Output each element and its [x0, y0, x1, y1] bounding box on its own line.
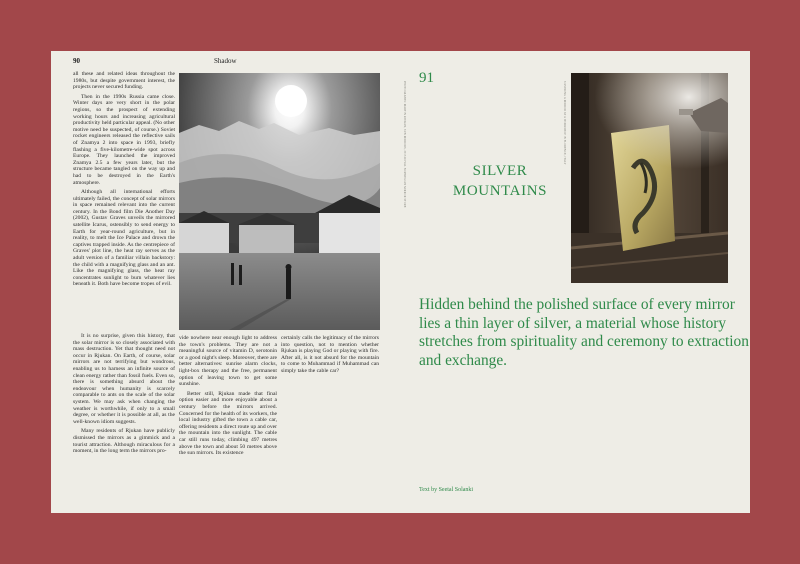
magazine-spread [51, 51, 750, 513]
body-paragraph: Then in the 1990s Russia came close. Winter days are very short in the polar regions, so the prospect of extending working hours and increasing agricultural productivity held particular appeal. (No other motive need be suspected, of course.) Soviet rocket engineers released the reflective sails of Znamya 2 into space in 1993, briefly flashing a five-kilometre-wide spot across Europe. They launched the improved Znamya 2.5 a few years later, but the structure became tangled on the way up and had to be destroyed in the Earth's atmosphere. [73, 93, 175, 186]
title-line-1: SILVER [472, 163, 528, 179]
photo-rjukan-sun-mirror [179, 73, 380, 330]
body-paragraph: Better still, Rjukan made that final option easier and more enjoyable about a century before the mirrors arrived. Concerned for the health of its workers, the local industry gifted the town a cable car, offering residents a direct route up and over the mountain into the sunlight. The cable car still runs today, climbing 497 metres above the town and about 50 metres above the sun mirrors. Its existence [179, 390, 277, 457]
body-paragraph: vide nowhere near enough light to address the town's problems. They are not a meaningful source of vitamin D, serotonin or a good night's sleep. Moreover, there are better alternatives: sunrise alarm clocks, light-box therapy and the free, permanent option of leaving town to get some sunshine. [179, 335, 277, 388]
photo-silvering-mirror [571, 73, 728, 283]
article-dek: Hidden behind the polished surface of every mirror lies a thin layer of silver, a material whose history stretches from spirituality and ceremony to extraction and exchange. [419, 296, 749, 369]
body-column-1-bottom [73, 333, 175, 513]
body-paragraph: certainly calls the legitimacy of the mirrors into question, not to mention whether Rjukan is playing God or playing with fire. After all, is it not absurd for the mountain to come to Muhammad if Muhammad can simply take the cable car? [281, 335, 379, 374]
body-column-1-top [73, 71, 175, 331]
body-paragraph: Although all international efforts ultimately failed, the concept of solar mirrors in space remained relevant into the current century. In the Bond film Die Another Day (2002), Gustav Graves unveils the mirrored satellite Icarus, ostensibly to send energy to Earth for year-round agriculture, but in reality, to melt the Ice Palace and drown the captives trapped inside. As the centrepiece of Graves' plot line, the heat ray serves as the adult version of a familiar villain backstory: the child with a magnifying glass and an ant. Like the magnifying glass, the heat ray concentrates sunlight to burn whatever lies beneath it. Both have become tropes of evil. [73, 189, 175, 288]
right-page-number: 91 [419, 70, 434, 86]
left-page-number: 90 [73, 57, 80, 65]
body-column-3 [281, 335, 379, 415]
title-line-2: MOUNTAINS [452, 183, 548, 199]
body-paragraph: It is no surprise, given this history, that the solar mirror is so closely associated with mass destruction. Yet that thought need not occur in Rjukan. On Earth, of course, solar mirrors are not terrifying but wondrous, enabling us to harness an infinite source of clean energy rather than fossil fuels. Even so, there is something absurd about the endeavour when humanity is scarcely comparable to ants on the scale of the solar system. We may ask when changing the weather is worthwhile, if only to a small degree, or whether it is possible at all, as the well-known idiom suggests. [73, 333, 175, 425]
body-column-2 [179, 335, 277, 511]
body-paragraph: all these and related ideas throughout the 1980s, but despite government interest, the projects never secured funding. [73, 71, 175, 91]
body-paragraph: Many residents of Rjukan have publicly dismissed the mirrors as a gimmick and a tourist attraction. Although miraculous for a moment, in the long term the mirrors pro- [73, 428, 175, 455]
running-head: Shadow [214, 57, 237, 65]
article-title [435, 161, 565, 201]
vertical-photo-caption: PHOTOGRAPHS: MARTIN RJUKAN, SUN MIRRORS, 2013 ROYAL NORWEGIAN MIRROR STORE [403, 81, 406, 208]
vertical-photo-caption-2: SILVERING A MIRROR AT A WORKSHOP IN FLORENCE, ITALY [563, 81, 566, 165]
author-credit: Text by Seetal Solanki [419, 487, 474, 493]
